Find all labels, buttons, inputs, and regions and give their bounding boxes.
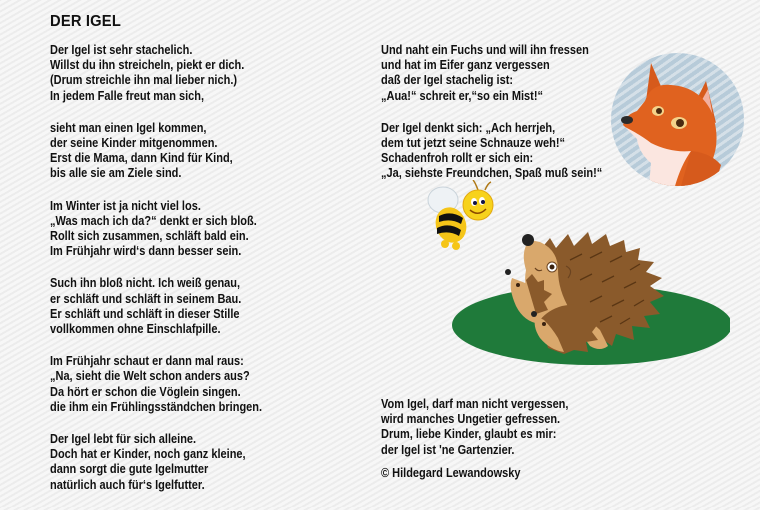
poem-line: Der Igel ist sehr stachelich. <box>50 43 193 57</box>
poem-line: Such ihn bloß nicht. Ich weiß genau, <box>50 276 241 291</box>
poem-line: Da hört er schon die Vöglein singen. <box>50 384 241 399</box>
poem-stanza <box>50 43 291 104</box>
poem-line: Doch hat er Kinder, noch ganz kleine, <box>50 447 246 462</box>
poem-line: er schläft und schläft in seinem Bau. <box>50 291 242 306</box>
poem-right-column-top <box>381 43 632 199</box>
fox-illustration <box>611 53 744 186</box>
fox-icon <box>611 53 744 186</box>
poem-stanza <box>381 397 594 458</box>
poem-line: Willst du ihn streicheln, piekt er dich. <box>50 58 245 73</box>
poem-line: der seine Kinder mitgenommen. <box>50 136 218 151</box>
poem-line: Erst die Mama, dann Kind für Kind, <box>50 151 233 166</box>
hedgehog-icon <box>440 210 730 370</box>
copyright-notice: © Hildegard Lewandowsky <box>381 466 521 480</box>
poem-line: „Na, sieht die Welt schon anders aus? <box>50 369 250 384</box>
poem-line: Im Frühjahr wird‘s dann besser sein. <box>50 244 242 259</box>
poem-right-column-bottom <box>381 397 594 475</box>
poem-line: Und naht ein Fuchs und will ihn fressen <box>381 43 589 57</box>
poem-line: Der Igel lebt für sich alleine. <box>50 432 197 447</box>
poem-line: „Ja, siehste Freundchen, Spaß muß sein!“ <box>381 166 603 181</box>
hedgehog-family-illustration <box>440 210 730 370</box>
poem-line: bis alle sie am Ziele sind. <box>50 166 182 181</box>
poem-line: wird manches Ungetier gefressen. <box>381 412 561 427</box>
poem-stanza <box>381 43 632 104</box>
poem-line: Vom Igel, darf man nicht vergessen, <box>381 397 569 411</box>
poem-line: „Aua!“ schreit er,“so ein Mist!“ <box>381 88 543 103</box>
poem-line: Im Winter ist ja nicht viel los. <box>50 198 201 213</box>
poem-stanza <box>50 354 291 415</box>
poem-line: natürlich auch für‘s Igelfutter. <box>50 477 205 492</box>
poem-line: Schadenfroh rollt er sich ein: <box>381 151 534 166</box>
poem-line: Der Igel denkt sich: „Ach herrjeh, <box>381 120 556 135</box>
poem-line: die ihm ein Frühlingsständchen bringen. <box>50 399 263 414</box>
poem-stanza <box>50 121 291 182</box>
poem-stanza <box>50 432 291 493</box>
poem-line: vollkommen ohne Einschlafpille. <box>50 322 221 337</box>
poem-line: Im Frühjahr schaut er dann mal raus: <box>50 354 244 369</box>
poem-left-column <box>50 43 291 510</box>
poem-stanza <box>50 199 291 260</box>
poem-line: (Drum streichle ihn mal lieber nich.) <box>50 73 238 88</box>
poem-line: Er schläft und schläft in dieser Stille <box>50 306 240 321</box>
poem-line: In jedem Falle freut man sich, <box>50 88 205 103</box>
poem-line: dann sorgt die gute Igelmutter <box>50 462 209 477</box>
poem-stanza <box>50 276 291 337</box>
poem-line: daß der Igel stachelig ist: <box>381 73 514 88</box>
poem-line: Rollt sich zusammen, schläft bald ein. <box>50 229 249 244</box>
poem-line: Drum, liebe Kinder, glaubt es mir: <box>381 427 557 442</box>
poem-stanza <box>381 121 632 182</box>
poem-line: der Igel ist 'ne Gartenzier. <box>381 442 515 457</box>
poem-line: und hat im Eifer ganz vergessen <box>381 58 550 73</box>
poem-title: DER IGEL <box>50 13 121 30</box>
poem-line: dem tut jetzt seine Schnauze weh!“ <box>381 136 565 151</box>
poem-line: „Was mach ich da?“ denkt er sich bloß. <box>50 213 257 228</box>
poem-line: sieht man einen Igel kommen, <box>50 120 207 135</box>
